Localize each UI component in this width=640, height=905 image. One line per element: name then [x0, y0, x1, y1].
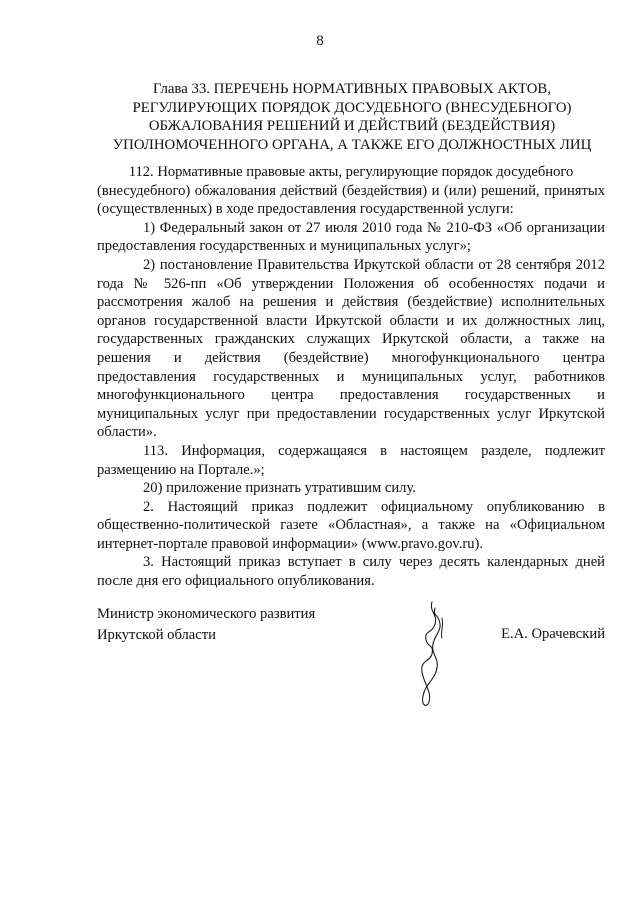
paragraph-2: 2. Настоящий приказ подлежит официальному опубликованию в общественно-политической газете «Областная», а также на «Официальном интернет-портале правовой информации» (www.pravo.gov.ru).	[97, 498, 605, 552]
list-item-2: 2) постановление Правительства Иркутской области от 28 сентября 2012 года № 526-пп «Об утверждении Положения об особенностях подачи и рассмотрения жалоб на решения и действия (бездействие) исполнительных органов государственной власти Иркутской области и их должностных лиц, государственных гражданских служащих Иркутской области, а также на решения и действия (бездействие) многофункционального центра предоставления государственных и муниципальных услуг, работников многофункционального центра предоставления государственных и муниципальных услуг при предоставлении государственных услуг Иркутской области».	[97, 256, 605, 441]
handwritten-signature	[402, 598, 462, 710]
paragraph-113: 113. Информация, содержащаяся в настоящем разделе, подлежит размещению на Портале.»;	[97, 442, 605, 478]
chapter-title-line: Глава 33. ПЕРЕЧЕНЬ НОРМАТИВНЫХ ПРАВОВЫХ АКТОВ,	[153, 81, 551, 97]
page-number: 8	[316, 33, 324, 49]
chapter-title-line: ОБЖАЛОВАНИЯ РЕШЕНИЙ И ДЕЙСТВИЙ (БЕЗДЕЙСТВИЯ)	[148, 118, 556, 134]
chapter-title-line: РЕГУЛИРУЮЩИХ ПОРЯДОК ДОСУДЕБНОГО (ВНЕСУДЕБНОГО)	[132, 99, 572, 116]
paragraph-112-rest: (внесудебного) обжалования действий (бездействия) и (или) решений, принятых (осуществленных) в ходе предоставления государственной услуги:	[97, 182, 605, 218]
signer-title	[97, 604, 315, 646]
list-item-1: 1) Федеральный закон от 27 июля 2010 года № 210-ФЗ «Об организации предоставления государственных и муниципальных услуг»;	[97, 219, 605, 255]
signer-title-line: Министр экономического развития	[97, 606, 316, 622]
document-body	[97, 163, 605, 591]
chapter-title	[96, 80, 608, 154]
paragraph-112-lead: 112. Нормативные правовые акты, регулирующие порядок досудебного	[128, 164, 574, 180]
signer-name: Е.А. Орачевский	[501, 626, 605, 642]
signature-block	[97, 604, 605, 724]
paragraph-3: 3. Настоящий приказ вступает в силу через десять календарных дней после дня его официального опубликования.	[97, 554, 605, 590]
signer-title-line: Иркутской области	[97, 627, 216, 643]
list-item-20: 20) приложение признать утратившим силу.	[143, 480, 416, 497]
chapter-title-line: УПОЛНОМОЧЕННОГО ОРГАНА, А ТАКЖЕ ЕГО ДОЛЖНОСТНЫХ ЛИЦ	[112, 136, 592, 153]
